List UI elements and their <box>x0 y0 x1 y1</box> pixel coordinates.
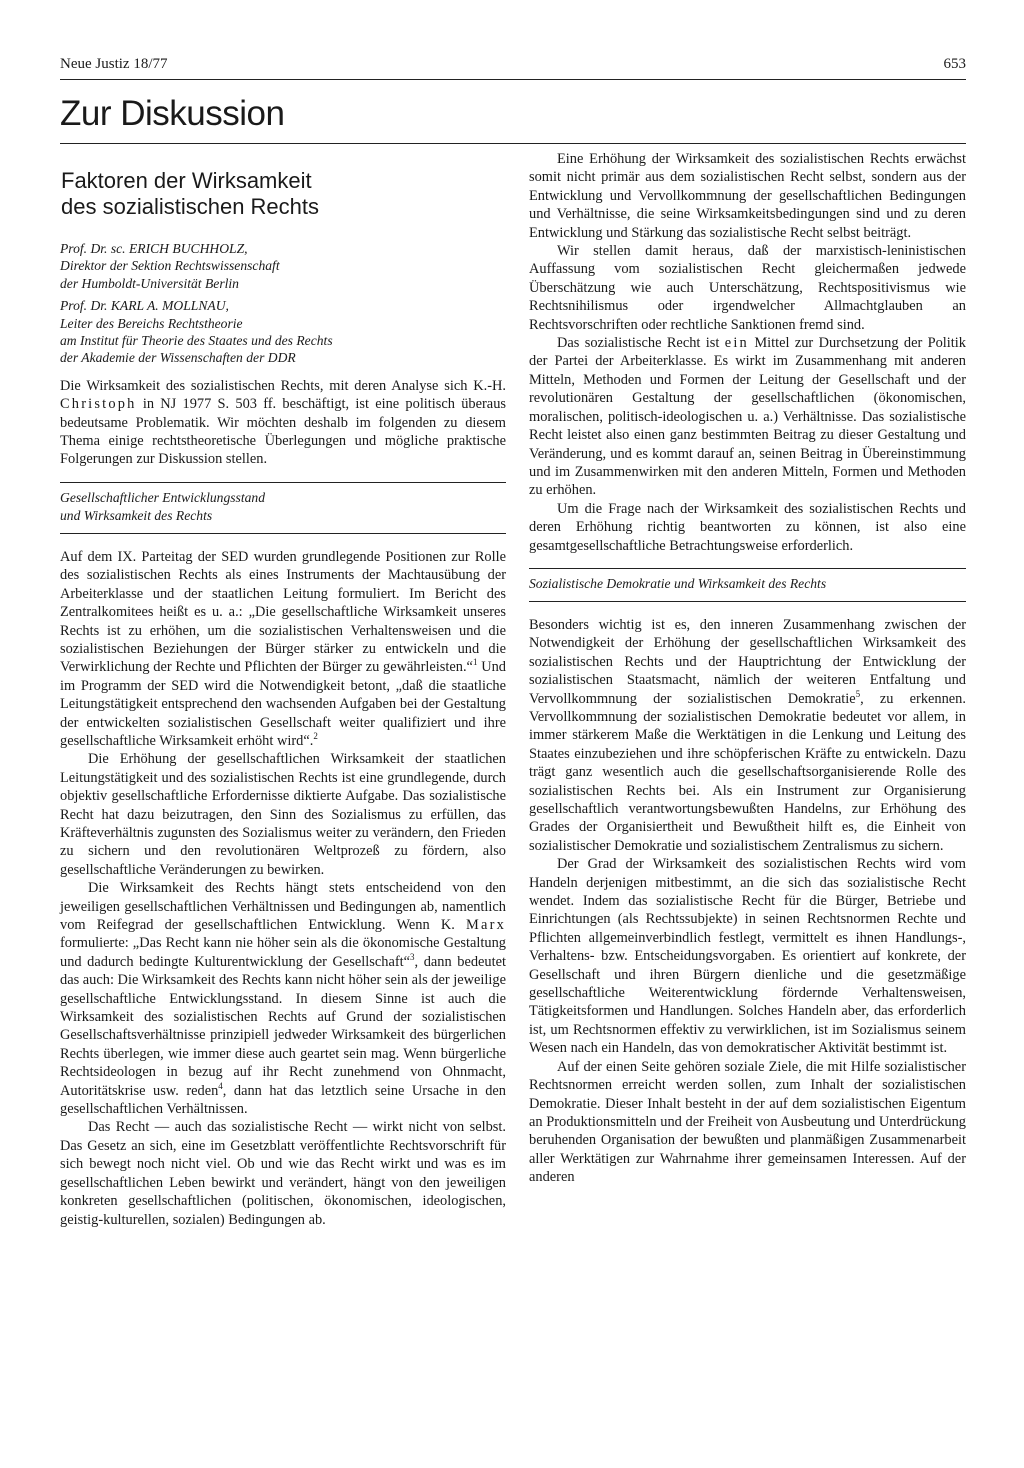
subheading: Sozialistische Demokratie und Wirksamkeit des Rechts <box>529 575 827 591</box>
section-rule <box>60 143 966 144</box>
footnote-ref: 1 <box>472 657 478 668</box>
emphasis: ein <box>724 335 749 352</box>
subheading-block <box>529 568 966 602</box>
body-paragraph: Die Erhöhung der gesellschaftlichen Wirksamkeit der staatlichen Leitungstätigkeit und des sozialistischen Rechts ist eine grundlegende, durch objektiv gesellschaftliche Erfordernisse diktierte Aufgabe. Das sozialistische Recht hat dazu beizutragen, den Sinn des Sozialismus zu erfüllen, das Kräfteverhältnis zugunsten des Sozialismus weiter zu verändern, den Frieden zu sichern und den revolutionären Weltprozeß zu fördern, also gesellschaftliche Veränderungen zu bewirken. <box>60 751 506 878</box>
running-header <box>60 56 966 80</box>
journal-issue: Neue Justiz 18/77 <box>60 56 168 72</box>
body-paragraph: Die Wirksamkeit des Rechts hängt stets entscheidend von den jeweiligen gesellschaftlichen Verhältnissen und Bedingungen ab, namentlich vom Reifegrad der gesellschaftlichen Entwicklung. Wenn K. Marx formulierte: „Das Recht kann nie höher sein als die ökonomische Gestaltung und dadurch bedingte Kulturentwicklung der Gesellschaft“$^3$, dann bedeutet das auch: Die Wirksamkeit des Rechts kann nicht höher sein als der jeweilige gesellschaftliche Entwicklungsstand. In diesem Sinne ist auch die Wirksamkeit des sozialistischen Rechts auf Grund der sozialistischen Gesellschaftsverhältnisse prinzipiell jedweder Wirksamkeit des bürgerlichen Rechts überlegen, wie immer diese auch geartet sein mag. Wenn bürgerliche Rechtsideologen in bezug auf ihr Recht zunehmend von Ohnmacht, Autoritätskrise usw. reden$^4$, dann hat das letztlich seine Ursache in den gesellschaftlichen Verhältnissen. <box>60 880 506 1118</box>
right-column <box>529 150 966 1187</box>
article-title-line: des sozialistischen Rechts <box>61 194 320 219</box>
footnote-ref: 4 <box>218 1080 223 1091</box>
body-paragraph: Besonders wichtig ist es, den inneren Zusammenhang zwischen der Notwendigkeit der Erhöhung der gesellschaftlichen Wirksamkeit des sozialistischen Rechts und der Hauptrichtung der Entwicklung der sozialistischen Staatsmacht, nämlich der weiteren Entfaltung und Vervollkommnung der sozialistischen Demokratie$^5$, zu erkennen. Vervollkommnung der sozialistischen Demokratie bedeutet vor allem, in immer stärkerem Maße die Werktätigen in die Lenkung und Leitung des Staates einzubeziehen und ihre schöpferischen Kräfte zu entwickeln. Dazu trägt ganz wesentlich auch die gesellschaftsorganisierende Rolle des sozialistischen Rechts bei. Als ein Instrument zur Organisierung gesellschaftlich verantwortungsbewußten Handelns, zur Erhöhung des Grades der Organisiertheit und Bewußtheit hilft es, die Einheit von sozialistischer Demokratie und sozialistischem Zentralismus zu sichern. <box>529 616 966 854</box>
author-role: am Institut für Theorie des Staates und des Rechts <box>60 333 333 349</box>
body-paragraph: Das sozialistische Recht ist ein Mittel zur Durchsetzung der Politik der Partei der Arbeiterklasse. Es wirkt im Zusammenhang mit anderen Mitteln, Methoden und Formen der Leitung der Gesellschaft und der revolutionären Gestaltung der gesellschaftlichen (ökonomischen, moralischen, politisch-ideologischen u. a.) Verhältnisse. Das sozialistische Recht leistet also einen ganz bestimmten Beitrag zu dieser Gestaltung und Veränderung, und es kommt darauf an, seinen Beitrag in Übereinstimmung und im Zusammenwirken mit den anderen Mitteln, Formen und Methoden zu erhöhen. <box>529 335 966 499</box>
subheading: Gesellschaftlicher Entwicklungsstand und Wirksamkeit des Rechts <box>60 489 266 523</box>
body-paragraph: Wir stellen damit heraus, daß der marxistisch-leninistischen Auffassung vom sozialistischen Recht gleichermaßen jedwede Überschätzung wie auch Unterschätzung, Rechtspositivismus wie Rechtsnihilismus oder irgendwelcher Allmachtglauben an Rechtsvorschriften oder rechtliche Sanktionen fremd sind. <box>529 243 966 333</box>
author-role: der Humboldt-Universität Berlin <box>60 275 239 291</box>
subheading-block <box>60 482 506 534</box>
left-column <box>60 150 506 1229</box>
body-paragraph: Auf dem IX. Parteitag der SED wurden grundlegende Positionen zur Rolle des sozialistischen Rechts als eines Instruments der Machtausübung der Arbeiterklasse und der staatlichen Leitung formuliert. Im Bericht des Zentralkomitees heißt es u. a.: „Die gesellschaftliche Wirksamkeit unseres Rechts ist zu erhöhen, um die sozialistischen Verhaltensweisen und die sozialistischen Beziehungen der Bürger stärker zu entwickeln und die Verwirklichung der Rechte und Pflichten der Bürger zu gewährleisten.“$^1$ Und im Programm der SED wird die Notwendigkeit betont, „daß die staatliche Leitungstätigkeit entsprechend den wachsenden Aufgaben bei der Gestaltung der entwickelten sozialistischen Gesellschaft weiter qualifiziert und ihre gesellschaftliche Wirksamkeit erhöht wird“.$^2$ <box>60 548 506 749</box>
body-paragraph: Das Recht — auch das sozialistische Recht — wirkt nicht von selbst. Das Gesetz an sich, eine im Gesetzblatt veröffentlichte Rechtsvorschrift für sich bewegt noch nicht viel. Ob und wie das Recht wirkt und was es im gesellschaftlichen Leben bewirkt und verändert, hängt von den jeweiligen konkreten gesellschaftlichen (politischen, ökonomischen, ideologischen, geistig-kulturellen, sozialen) Bedingungen ab. <box>60 1119 506 1228</box>
header-rule <box>60 79 966 80</box>
article-title <box>61 168 506 220</box>
section-title: Zur Diskussion <box>60 94 285 133</box>
body-paragraph: Auf der einen Seite gehören soziale Ziele, die mit Hilfe sozialistischer Rechtsnormen erreicht werden sollen, zum Inhalt der sozialistischen Demokratie. Dieser Inhalt besteht in der auf dem sozialistischen Eigentum an Produktionsmitteln und der Freiheit von Ausbeutung und Unterdrückung beruhenden Organisation der bewußten und planmäßigen Zusammenarbeit aller Werktätigen zur Wahrnahme ihrer gemeinsamen Interessen. Auf der anderen <box>529 1058 966 1186</box>
author-role: der Akademie der Wissenschaften der DDR <box>60 350 296 366</box>
intro-paragraph: Die Wirksamkeit des sozialistischen Rechts, mit deren Analyse sich K.-H. Christoph in NJ 1977 S. 503 ff. beschäftigt, ist eine politisch überaus bedeutsame Problematik. Wir möchten deshalb im folgenden zu diesem Thema einige rechtstheoretische Überlegungen und mögliche praktische Folgerungen zur Diskussion stellen. <box>60 377 506 468</box>
footnote-ref: 3 <box>410 952 415 963</box>
cited-author: Marx <box>466 917 506 933</box>
author-role: Direktor der Sektion Rechtswissenschaft <box>60 258 280 274</box>
body-paragraph: Eine Erhöhung der Wirksamkeit des sozialistischen Rechts erwächst somit nicht primär aus dem sozialistischen Recht selbst, sondern aus der Entwicklung und Vervollkommnung der gesellschaftlichen Bedingungen und Verhältnisse, die seine Wirksamkeitsbedingungen sind und zu deren Entwicklung und Stärkung das sozialistische Recht selbst beiträgt. <box>529 151 966 241</box>
author-block <box>60 240 506 292</box>
body-paragraph: Um die Frage nach der Wirksamkeit des sozialistischen Rechts und deren Erhöhung richtig beantworten zu können, ist also eine gesamtgesellschaftliche Betrachtungsweise erforderlich. <box>529 500 966 554</box>
author-block <box>60 297 506 367</box>
article-title-line: Faktoren der Wirksamkeit <box>61 168 312 193</box>
body-paragraph: Der Grad der Wirksamkeit des sozialistischen Rechts wird vom Handeln derjenigen mitbestimmt, an die sich das sozialistische Recht wendet. Indem das sozialistische Recht für die Bürger, Betriebe und Einrichtungen (als Rechtssubjekte) in seinen Rechtsnormen Rechte und Pflichten allgemeinverbindlich festlegt, vermittelt es ihnen Handlungs-, Verhaltens- bzw. Entscheidungsvorgaben. Es orientiert auf konkrete, der Gesellschaft und ihren Bürgern dienliche und die gesetzmäßige gesellschaftliche Weiterentwicklung fördernde Verhaltensweisen, Tätigkeitsformen und Handlungen. Solches Handeln aber, das erforderlich ist, um Rechtsnormen effektiv zu verwirklichen, ist im Sozialismus seinem Wesen nach ein Handeln, das von demokratischer Aktivität bestimmt ist. <box>529 856 966 1057</box>
footnote-ref: 5 <box>855 688 861 699</box>
footnote-ref: 2 <box>313 731 318 742</box>
author-role: Leiter des Bereichs Rechtstheorie <box>60 315 243 331</box>
author-name: Prof. Dr. KARL A. MOLLNAU, <box>60 298 229 314</box>
author-name: Prof. Dr. sc. ERICH BUCHHOLZ, <box>60 241 248 256</box>
cited-author: Christoph <box>60 396 137 413</box>
page-number: 653 <box>943 56 966 72</box>
